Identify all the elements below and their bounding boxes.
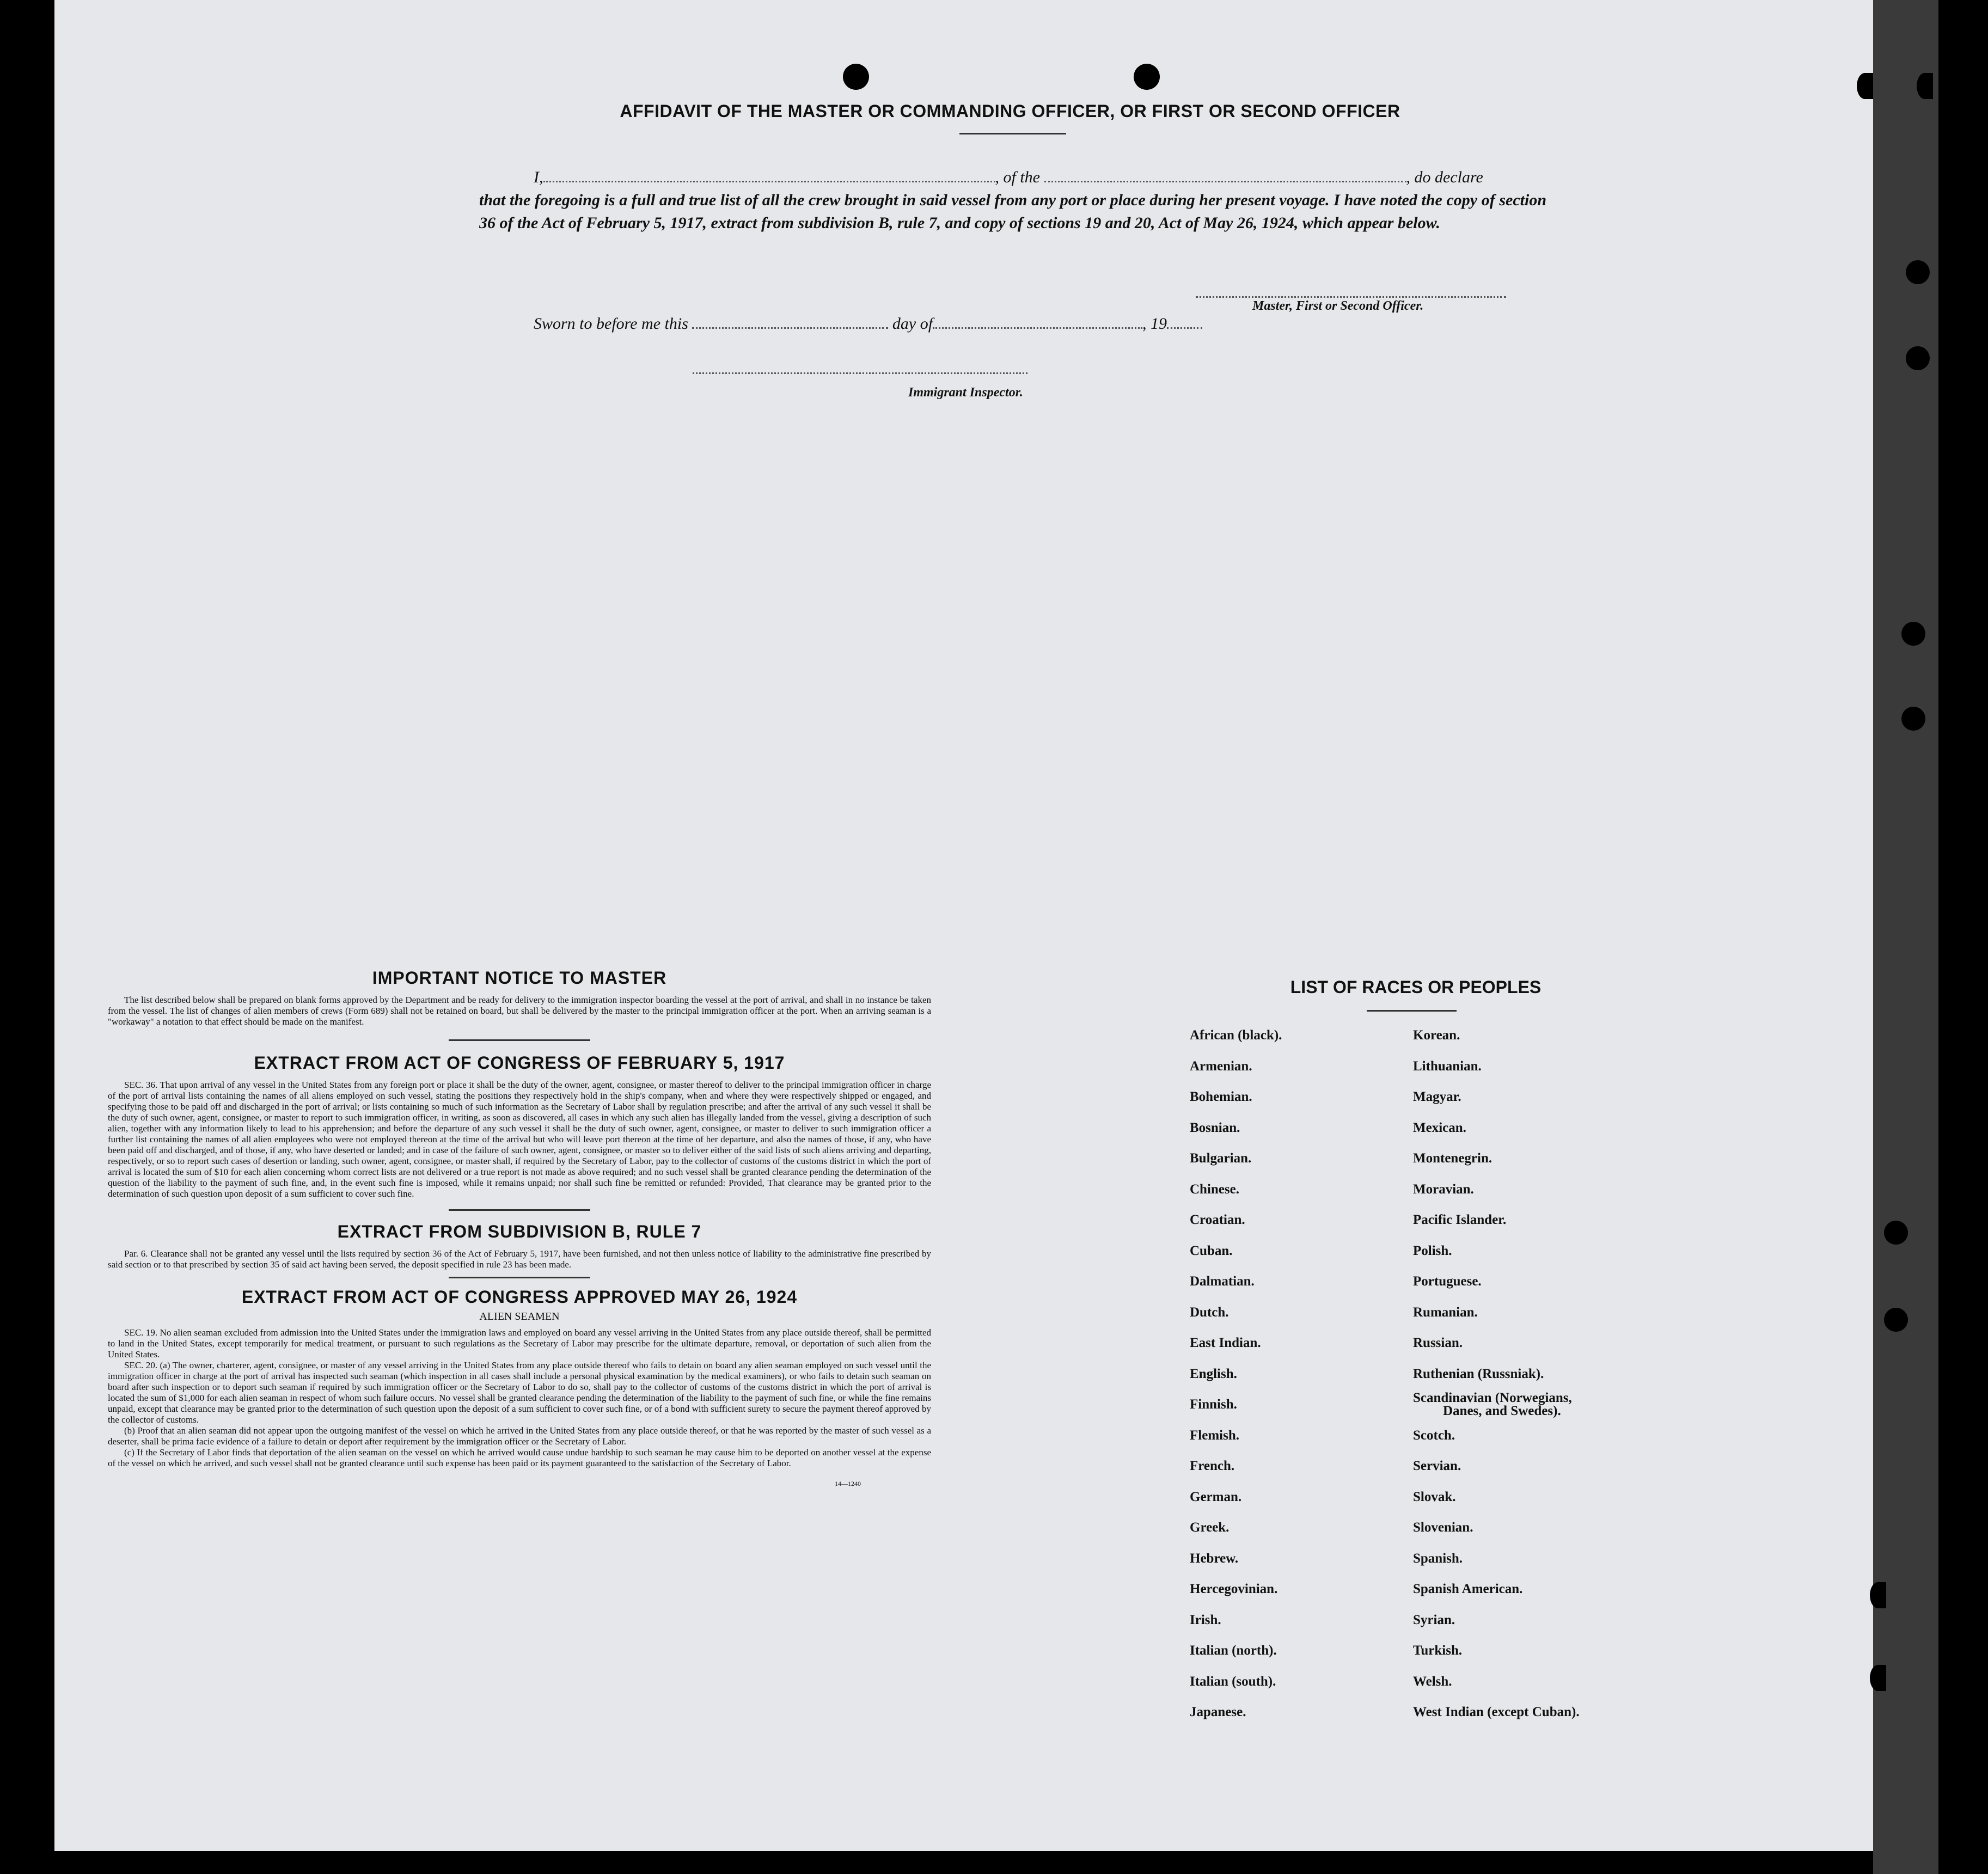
affidavit-body: that the foregoing is a full and true list of all the crew brought in said vessel from any port or place during her present voyage. I have noted the copy of section 36 of the Act of February 5, 1917, extract from subdivision B, rule 7, and copy of sections 19 and 20, Act of May 26, 1924, which appear below.	[479, 191, 1546, 232]
sworn-label: Sworn to before me this	[534, 315, 688, 333]
do-declare-label: , do declare	[1406, 168, 1483, 186]
inspector-label: Immigrant Inspector.	[908, 385, 1023, 400]
punch-hole	[1906, 346, 1930, 370]
race-item: African (black).	[1190, 1028, 1282, 1043]
sworn-year-field[interactable]	[1167, 327, 1202, 329]
affidavit-first-line	[479, 166, 1546, 189]
race-item: Polish.	[1413, 1243, 1452, 1258]
race-item: Mexican.	[1413, 1120, 1466, 1135]
race-item: Portuguese.	[1413, 1274, 1482, 1289]
punch-hole	[1134, 64, 1160, 90]
extract-1917-text: SEC. 36. That upon arrival of any vessel in the United States from any foreign port or place it shall be the duty of the owner, agent, consignee, or master thereof to deliver to the principal immigration officer in charge of the port of arrival lists containing the names of all aliens employed on such vessel, stating the positions they respectively hold in the ship's company, when and where they were respectively shipped or engaged, and specifying those to be paid off and discharged in the port of arrival; or lists containing so much of such information as the Secretary of Labor shall by regulation prescribe; and after the arrival of any such vessel it shall be the duty of such owner, agent, consignee, or master to report to such immigration officer, in writing, as soon as discovered, all cases in which any such alien has illegally landed from the vessel, giving a description of such alien, together with any information likely to lead to his apprehension; and before the departure of any such vessel it shall be the duty of such owner, agent, consignee, or master to deliver to such immigration officer a further list containing the names of all alien employees who were not employed thereon at the time of the arrival but who will leave port thereon at the time of her departure, and also the names of those, if any, who have been paid off and discharged, and of those, if any, who have deserted or landed; and in case of the failure of such owner, agent, consignee, or master so to deliver either of the said lists of such aliens arriving and departing, respectively, or so to report such cases of desertion or landing, such owner, agent, consignee, or master shall, if required by the Secretary of Labor, pay to the collector of customs of the customs district in which the port of arrival is located the sum of $10 for each alien concerning whom correct lists are not delivered or a true report is not made as above required; and no such vessel shall be granted clearance pending the determination of the question of the liability to the payment of such fine, and, in the event such fine is imposed, while it remains unpaid; nor shall such fine be remitted or refunded: Provided, That clearance may be granted prior to the determination of such question upon deposit of a sum sufficient to cover such fine.	[108, 1080, 931, 1199]
day-of-label: day of	[892, 315, 933, 333]
sworn-line	[534, 315, 1296, 333]
extract-1924-subtitle: ALIEN SEAMEN	[479, 1310, 560, 1322]
race-item	[1413, 1389, 1580, 1420]
race-item: Italian (north).	[1190, 1643, 1277, 1658]
race-item: Dalmatian.	[1190, 1274, 1255, 1289]
race-item: Turkish.	[1413, 1643, 1463, 1658]
vessel-field[interactable]	[1044, 181, 1406, 182]
race-item: Croatian.	[1190, 1212, 1245, 1227]
extract-1924-text	[108, 1327, 931, 1469]
affidavit-title: AFFIDAVIT OF THE MASTER OR COMMANDING OFFICER, OR FIRST OR SECOND OFFICER	[620, 101, 1400, 121]
sworn-month-field[interactable]	[933, 327, 1142, 329]
race-item: German.	[1190, 1489, 1242, 1504]
divider	[449, 1277, 590, 1278]
form-number: 14—1240	[835, 1480, 861, 1487]
race-item: Cuban.	[1190, 1243, 1233, 1258]
punch-hole	[1884, 1221, 1908, 1245]
race-item: Rumanian.	[1413, 1305, 1478, 1320]
race-item-scandinavian: Scandinavian (Norwegians,	[1413, 1391, 1572, 1405]
race-item: Moravian.	[1413, 1181, 1474, 1197]
sec-20b: (b) Proof that an alien seaman did not appear upon the outgoing manifest of the vessel on which he arrived in the United States from any place outside thereof, or that he was reported by the master of such vessel as a deserter, shall be prima facie evidence of a failure to detain or deport after requirement by the immigration officer or the Secretary of Labor.	[108, 1425, 931, 1447]
race-item: Flemish.	[1190, 1428, 1239, 1443]
sec-20c: (c) If the Secretary of Labor finds that deportation of the alien seaman on the vessel on which he arrived would cause undue hardship to such seaman he may cause him to be deported on another vessel at the expense of the vessel on which he arrived, and such vessel shall not be granted clearance until such expense has been paid or its payment guaranteed to the satisfaction of the Secretary of Labor.	[108, 1447, 931, 1468]
punch-hole	[1884, 1308, 1908, 1332]
race-item: Dutch.	[1190, 1305, 1229, 1320]
race-item: East Indian.	[1190, 1336, 1261, 1350]
races-column-1	[1190, 1020, 1282, 1728]
master-signature-label: Master, First or Second Officer.	[1252, 299, 1424, 313]
punch-hole	[1870, 1665, 1886, 1691]
race-item: Lithuanian.	[1413, 1058, 1482, 1074]
race-item: Chinese.	[1190, 1181, 1239, 1197]
affidavit-title-rule	[959, 133, 1066, 134]
race-item: Hercegovinian.	[1190, 1582, 1278, 1596]
race-item: Slovak.	[1413, 1489, 1456, 1504]
race-item: Servian.	[1413, 1459, 1461, 1473]
extract-rule7-text: Par. 6. Clearance shall not be granted any vessel until the lists required by section 36 of the Act of February 5, 1917, have been furnished, and not then unless notice of liability to the administrative fine prescribed by said section or to that prescribed by section 35 of said act having been served, the deposit specified in rule 23 has been made.	[108, 1248, 931, 1270]
inspector-signature-line[interactable]	[693, 372, 1027, 374]
notice-title: IMPORTANT NOTICE TO MASTER	[372, 968, 667, 988]
document-page	[54, 0, 1928, 1851]
race-item: Slovenian.	[1413, 1520, 1473, 1535]
affidavit-i-label: I,	[534, 168, 543, 186]
punch-hole	[843, 64, 869, 90]
sworn-day-field[interactable]	[692, 327, 888, 329]
race-item: Pacific Islander.	[1413, 1212, 1507, 1227]
race-item: West Indian (except Cuban).	[1413, 1705, 1580, 1719]
punch-hole	[1870, 1582, 1886, 1608]
races-column-2	[1413, 1020, 1580, 1728]
race-item: Irish.	[1190, 1612, 1221, 1627]
notice-column	[108, 968, 931, 1488]
extract-1917-title: EXTRACT FROM ACT OF CONGRESS OF FEBRUARY 5, 1917	[254, 1053, 785, 1073]
race-item: Korean.	[1413, 1028, 1460, 1043]
year-label: , 19	[1142, 315, 1167, 333]
punch-hole	[1857, 73, 1873, 99]
race-item: Hebrew.	[1190, 1551, 1239, 1566]
extract-rule7-title: EXTRACT FROM SUBDIVISION B, RULE 7	[337, 1222, 702, 1241]
divider	[449, 1039, 590, 1041]
races-title: LIST OF RACES OR PEOPLES	[1290, 977, 1542, 997]
name-field[interactable]	[543, 181, 995, 182]
punch-hole	[1901, 707, 1925, 731]
race-item: Spanish American.	[1413, 1582, 1523, 1596]
race-item: Bosnian.	[1190, 1120, 1240, 1135]
race-item: Armenian.	[1190, 1058, 1252, 1074]
race-item: Ruthenian (Russniak).	[1413, 1366, 1544, 1381]
race-item: French.	[1190, 1459, 1235, 1473]
race-item: Bohemian.	[1190, 1089, 1252, 1104]
sec-20a: SEC. 20. (a) The owner, charterer, agent, consignee, or master of any vessel arriving in the United States from any place outside thereof who fails to detain on board any alien seaman employed on such vessel until the immigration officer in charge at the port of arrival has inspected such seaman (which inspection in all cases shall include a personal physical examination by the medical examiners), or who fails to detain such seaman on board after such inspection or to deport such seaman if required by such immigration officer or the Secretary of Labor to do so, shall pay to the collector of customs of the customs district in which the port of arrival is located the sum of $1,000 for each alien seaman in respect of whom such failure occurs. No vessel shall be granted clearance pending the determination of the liability to the payment of such fine, or while the fine remains unpaid, except that clearance may be granted prior to the determination of such question upon the deposit of a sum sufficient to cover such fine, or of a bond with sufficient surety to secure the payment thereof approved by the collector of customs.	[108, 1360, 931, 1425]
sec-19: SEC. 19. No alien seaman excluded from admission into the United States under the immigration laws and employed on board any vessel arriving in the United States from any place outside thereof, shall be permitted to land in the United States, except temporarily for medical treatment, or pursuant to such regulations as the Secretary of Labor may prescribe for the ultimate departure, removal, or deportation of such alien from the United States.	[108, 1327, 931, 1359]
race-item: Russian.	[1413, 1336, 1463, 1350]
races-list	[1190, 1020, 1625, 1739]
race-item: Italian (south).	[1190, 1674, 1276, 1689]
race-item: Scotch.	[1413, 1428, 1455, 1443]
race-item: Japanese.	[1190, 1705, 1246, 1719]
race-item-scandinavian-cont: Danes, and Swedes).	[1443, 1404, 1561, 1418]
race-item: Bulgarian.	[1190, 1151, 1252, 1166]
divider	[449, 1209, 590, 1211]
punch-hole	[1906, 260, 1930, 284]
punch-hole	[1901, 622, 1925, 646]
race-item: Spanish.	[1413, 1551, 1463, 1566]
race-item: Greek.	[1190, 1520, 1229, 1535]
race-item: Welsh.	[1413, 1674, 1452, 1689]
race-item: Finnish.	[1190, 1397, 1237, 1412]
race-item: English.	[1190, 1366, 1237, 1381]
affidavit-declaration	[479, 166, 1546, 235]
master-signature-line[interactable]	[1196, 296, 1506, 298]
races-title-rule	[1367, 1010, 1457, 1012]
race-item: Magyar.	[1413, 1089, 1461, 1104]
punch-hole	[1917, 73, 1933, 99]
of-the-label: , of the	[995, 168, 1040, 186]
extract-1924-title: EXTRACT FROM ACT OF CONGRESS APPROVED MAY 26, 1924	[241, 1287, 798, 1307]
race-item: Montenegrin.	[1413, 1151, 1492, 1166]
race-item: Syrian.	[1413, 1612, 1455, 1627]
notice-text: The list described below shall be prepared on blank forms approved by the Department and be ready for delivery to the immigration inspector boarding the vessel at the port of arrival, and shall in no instance be taken from the vessel. The list of changes of alien members of crews (Form 689) shall not be retained on board, but shall be delivered by the master to the principal immigration officer at the port. When an arriving seaman is a "workaway" a notation to that effect should be made on the manifest.	[108, 995, 931, 1027]
